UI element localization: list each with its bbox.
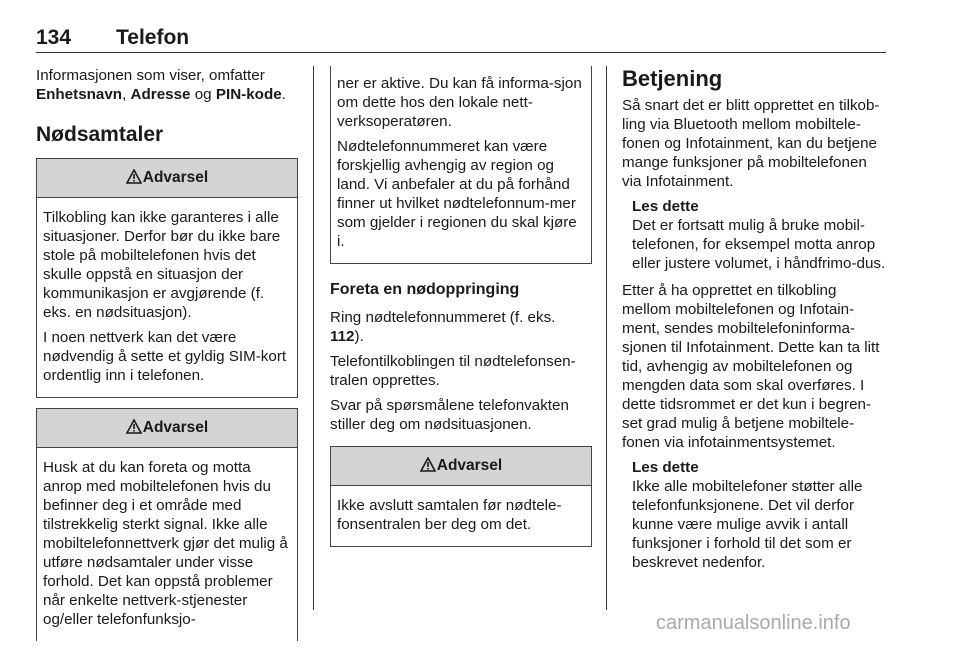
column-divider-1 bbox=[313, 66, 314, 610]
note-block bbox=[632, 458, 888, 572]
warning-label: Advarsel bbox=[436, 457, 503, 474]
warning-box-2-continued bbox=[330, 66, 592, 264]
warning-text: Husk at du kan foreta og motta anrop med mobiltelefonen hvis du befinner deg i et område med tilstrekkelig sterkt signal. Ikke alle mobiltelefonnettverk gjør det mulig å utføre nødsamtaler under visse forhold. Det kan oppstå problemer når enkelte nettverk-stjenester og/eller telefonfunksjo- bbox=[43, 459, 288, 628]
note-title: Les dette bbox=[632, 459, 699, 476]
warning-text: I noen nettverk kan det være nødvendig å sette et gyldig SIM-kort ordentlig inn i telefonen. bbox=[43, 329, 287, 384]
body-paragraph: Telefontilkoblingen til nødtelefonsen-tralen opprettes. bbox=[330, 353, 576, 389]
warning-label: Advarsel bbox=[142, 169, 209, 186]
warning-label: Advarsel bbox=[142, 419, 209, 436]
body-paragraph: Ring nødtelefonnummeret (f. eks. 112). bbox=[330, 309, 556, 345]
note-block bbox=[632, 197, 888, 273]
warning-header bbox=[37, 159, 297, 198]
section-heading-operation: Betjening bbox=[622, 66, 723, 91]
section-heading-emergency: Nødsamtaler bbox=[36, 123, 164, 146]
body-paragraph: Etter å ha opprettet en tilkobling mellom mobiltelefonen og Infotain-ment, sendes mobiltelefoninforma-sjonen til Infotainment. Dette kan ta litt tid, avhengig av mobiltelefonen og mengden data som skal overføres. I dette tidsrommet er det kun i begren-set grad mulig å betjene mobiltele-fonen via infotainmentsystemet. bbox=[622, 282, 880, 451]
warning-triangle-icon bbox=[420, 457, 436, 472]
note-text: Det er fortsatt mulig å bruke mobil-telefonen, for eksempel motta anrop eller justere volumet, i håndfrimo-dus. bbox=[632, 217, 886, 272]
warning-box-1 bbox=[36, 158, 298, 398]
watermark: carmanualsonline.info bbox=[656, 612, 851, 634]
body-paragraph: Svar på spørsmålene telefonvakten stiller deg om nødsituasjonen. bbox=[330, 397, 569, 433]
column-1 bbox=[36, 66, 298, 651]
warning-text: Tilkobling kan ikke garanteres i alle situasjoner. Derfor bør du ikke bare stole på mobiltelefonen hvis det skulle oppstå en situasjon der kommunikasjon er avgjørende (f. eks. en nødsituasjon). bbox=[43, 209, 281, 321]
page-number: 134 bbox=[36, 26, 72, 49]
warning-box-3 bbox=[330, 446, 592, 547]
note-title: Les dette bbox=[632, 198, 699, 215]
warning-text: Ikke avslutt samtalen før nødtele-fonsentralen ber deg om det. bbox=[337, 497, 562, 533]
warning-header bbox=[331, 447, 591, 486]
warning-triangle-icon bbox=[126, 169, 142, 184]
column-3 bbox=[622, 66, 888, 580]
intro-paragraph: Informasjonen som viser, omfatter Enhetsnavn, Adresse og PIN-kode. bbox=[36, 67, 286, 103]
column-divider-2 bbox=[606, 66, 607, 610]
note-text: Ikke alle mobiltelefoner støtter alle telefonfunksjonene. Det vil derfor kunne være mulige avvik i antall funksjoner i forhold til det som er beskrevet nedenfor. bbox=[632, 478, 863, 571]
warning-text: Nødtelefonnummeret kan være forskjellig avhengig av region og land. Vi anbefaler at du på forhånd finner ut hvilket nødtelefonnum-mer som gjelder i regionen du skal kjøre i. bbox=[337, 138, 577, 250]
warning-triangle-icon bbox=[126, 419, 142, 434]
warning-text: ner er aktive. Du kan få informa-sjon om dette hos den lokale nett-verksoperatøren. bbox=[337, 75, 582, 130]
page-title: Telefon bbox=[116, 26, 190, 49]
section-heading-emergency-call: Foreta en nødoppringing bbox=[330, 281, 520, 298]
page-header bbox=[36, 26, 886, 53]
warning-header bbox=[37, 409, 297, 448]
column-2 bbox=[330, 66, 592, 557]
warning-box-2 bbox=[36, 408, 298, 641]
body-paragraph: Så snart det er blitt opprettet en tilkob-ling via Bluetooth mellom mobiltele-fonen og Infotainment, kan du betjene mange funksjoner på mobiltelefonen via Infotainment. bbox=[622, 97, 880, 190]
